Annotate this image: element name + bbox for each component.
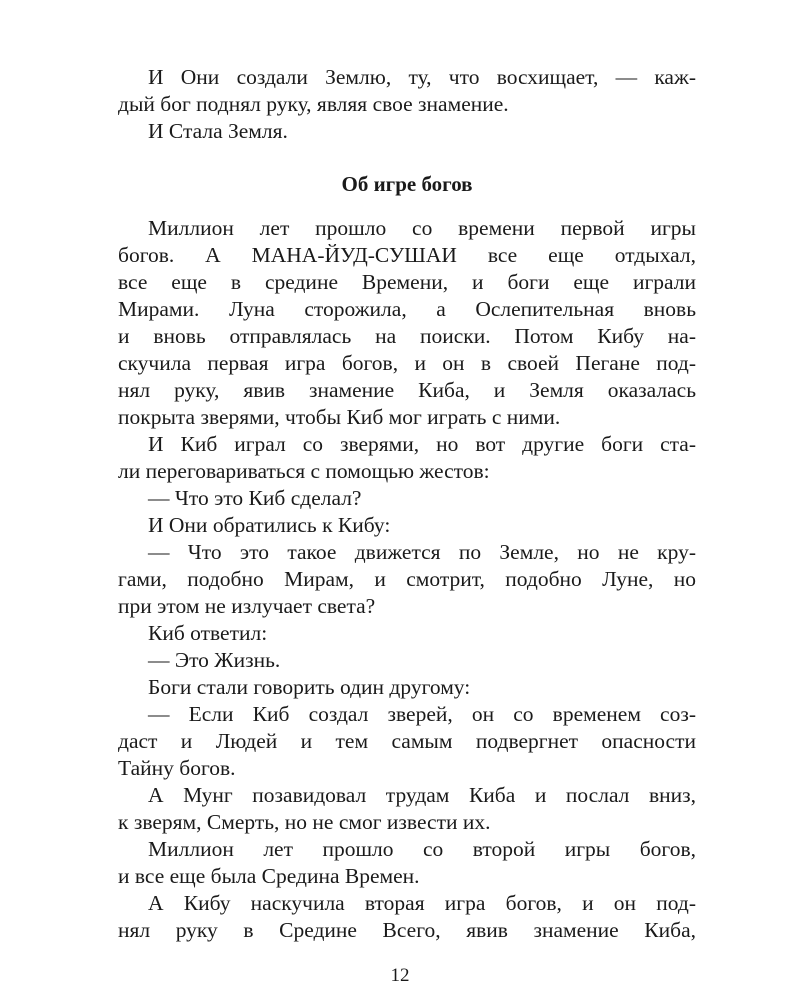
text-line: богов. А МАНА-ЙУД-СУШАИ все еще отдыхал, [118,243,696,267]
text-line: Киб ответил: [148,621,268,645]
text-line: А Кибу наскучила вторая игра богов, и он под- [148,891,696,915]
text-line: скучила первая игра богов, и он в своей Пегане под- [118,351,696,375]
text-line: И Они создали Землю, ту, что восхищает, — каж- [148,65,696,89]
text-line: — Если Киб создал зверей, он со временем соз- [148,702,696,726]
text-line: даст и Людей и тем самым подвергнет опасности [118,729,696,753]
text-line: И Стала Земля. [148,119,288,143]
text-line: нял руку, явив знамение Киба, и Земля оказалась [118,378,696,402]
text-line: И Они обратились к Кибу: [148,513,391,537]
page-number: 12 [390,965,410,986]
text-line: — Это Жизнь. [148,648,281,672]
text-line: и все еще была Средина Времен. [118,864,420,888]
text-line: все еще в средине Времени, и боги еще играли [118,270,696,294]
text-line: Боги стали говорить один другому: [148,675,471,699]
text-line: при этом не излучает света? [118,594,376,618]
text-line: покрыта зверями, чтобы Киб мог играть с ними. [118,405,561,429]
text-line: — Что это Киб сделал? [148,486,362,510]
text-line: дый бог поднял руку, являя свое знамение. [118,92,509,116]
section-heading: Об игре богов [341,172,473,196]
text-line: и вновь отправлялась на поиски. Потом Кибу на- [118,324,696,348]
text-line: ли переговариваться с помощью жестов: [118,459,490,483]
text-line: Миллион лет прошло со времени первой игры [148,216,696,240]
text-line: к зверям, Смерть, но не смог извести их. [118,810,491,834]
text-line: гами, подобно Мирам, и смотрит, подобно Луне, но [118,567,696,591]
text-line: Тайну богов. [118,756,236,780]
text-line: Мирами. Луна сторожила, а Ослепительная вновь [118,297,696,321]
text-line: И Киб играл со зверями, но вот другие боги ста- [148,432,696,456]
text-line: А Мунг позавидовал трудам Киба и послал вниз, [148,783,696,807]
text-line: нял руку в Средине Всего, явив знамение Киба, [118,918,696,942]
text-line: — Что это такое движется по Земле, но не кру- [148,540,696,564]
text-line: Миллион лет прошло со второй игры богов, [148,837,696,861]
